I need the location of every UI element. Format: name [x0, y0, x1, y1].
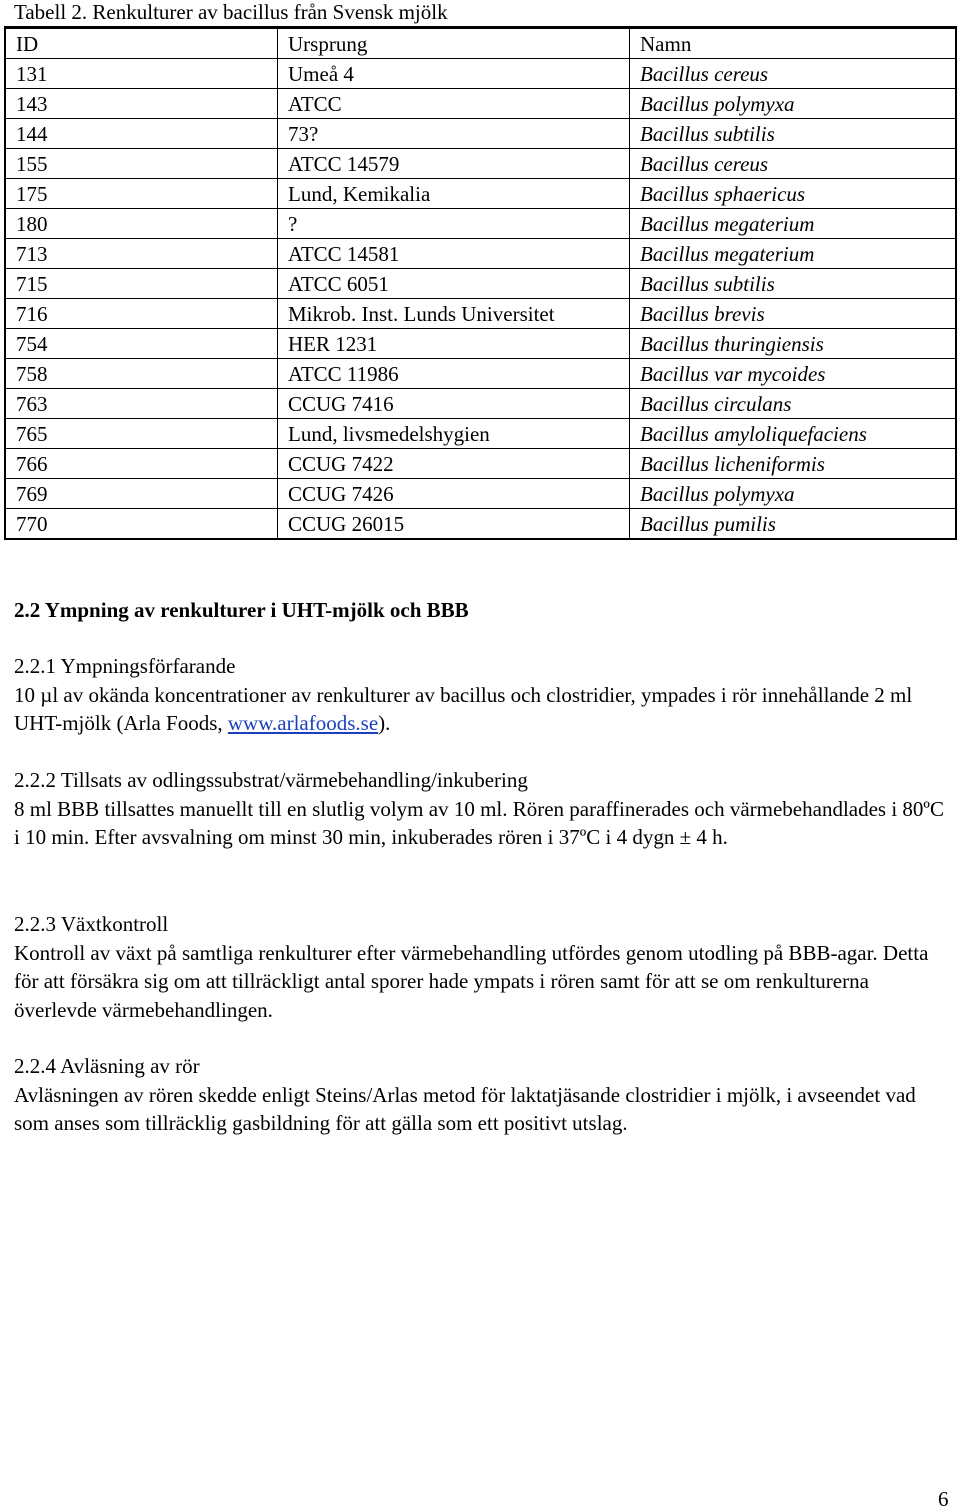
- subsection-body: [14, 681, 949, 738]
- cell-id: 769: [5, 479, 278, 509]
- header-namn: Namn: [630, 28, 957, 59]
- table-row: [5, 449, 956, 479]
- cell-ursprung: Umeå 4: [278, 59, 630, 89]
- cell-namn: Bacillus amyloliquefaciens: [630, 419, 957, 449]
- cell-ursprung: Lund, Kemikalia: [278, 179, 630, 209]
- subsection-body: 8 ml BBB tillsattes manuellt till en slutlig volym av 10 ml. Rören paraffinerades och värmebehandlades i 80ºC i 10 min. Efter avsvalning om minst 30 min, inkuberades rören i 37ºC i 4 dygn ± 4 h.: [14, 796, 944, 850]
- cell-namn: Bacillus polymyxa: [630, 89, 957, 119]
- body-text-end: ).: [378, 711, 391, 736]
- subsection-body: Avläsningen av rören skedde enligt Steins/Arlas metod för laktatjäsande clostridier i mjölk, i avseendet vad som anses som tillräcklig gasbildning för att gälla som ett positivt utslag.: [14, 1082, 916, 1136]
- cell-namn: Bacillus pumilis: [630, 509, 957, 540]
- cell-id: 144: [5, 119, 278, 149]
- bacillus-cultures-table: [4, 26, 957, 540]
- cell-namn: Bacillus megaterium: [630, 239, 957, 269]
- cell-namn: Bacillus circulans: [630, 389, 957, 419]
- subsection-title: 2.2.1 Ympningsförfarande: [14, 654, 236, 678]
- cell-ursprung: ATCC: [278, 89, 630, 119]
- table-row: [5, 179, 956, 209]
- cell-ursprung: ATCC 14579: [278, 149, 630, 179]
- subsection-title: 2.2.4 Avläsning av rör: [14, 1054, 200, 1078]
- table-header-row: [5, 28, 956, 59]
- cell-id: 770: [5, 509, 278, 540]
- subsection-title: 2.2.2 Tillsats av odlingssubstrat/värmebehandling/inkubering: [14, 768, 528, 792]
- arlafoods-link[interactable]: www.arlafoods.se: [227, 711, 379, 736]
- cell-namn: Bacillus megaterium: [630, 209, 957, 239]
- section-2-2-3: [14, 910, 949, 1025]
- table-row: [5, 59, 956, 89]
- cell-namn: Bacillus cereus: [630, 149, 957, 179]
- cell-namn: Bacillus sphaericus: [630, 179, 957, 209]
- table-row: [5, 239, 956, 269]
- table-row: [5, 149, 956, 179]
- table-row: [5, 119, 956, 149]
- cell-ursprung: 73?: [278, 119, 630, 149]
- cell-namn: Bacillus polymyxa: [630, 479, 957, 509]
- cell-namn: Bacillus subtilis: [630, 269, 957, 299]
- cell-ursprung: ATCC 6051: [278, 269, 630, 299]
- section-2-2-2: [14, 766, 949, 852]
- header-id: ID: [5, 28, 278, 59]
- cell-ursprung: CCUG 7422: [278, 449, 630, 479]
- section-2-2-4: [14, 1052, 949, 1138]
- cell-namn: Bacillus var mycoides: [630, 359, 957, 389]
- table-row: [5, 479, 956, 509]
- cell-id: 765: [5, 419, 278, 449]
- cell-namn: Bacillus licheniformis: [630, 449, 957, 479]
- cell-ursprung: Lund, livsmedelshygien: [278, 419, 630, 449]
- cell-id: 715: [5, 269, 278, 299]
- table-row: [5, 299, 956, 329]
- table-row: [5, 389, 956, 419]
- cell-id: 713: [5, 239, 278, 269]
- cell-ursprung: CCUG 26015: [278, 509, 630, 540]
- cell-id: 180: [5, 209, 278, 239]
- cell-ursprung: HER 1231: [278, 329, 630, 359]
- table-row: [5, 419, 956, 449]
- subsection-title: 2.2.3 Växtkontroll: [14, 912, 169, 936]
- table-row: [5, 329, 956, 359]
- cell-ursprung: CCUG 7426: [278, 479, 630, 509]
- cell-id: 716: [5, 299, 278, 329]
- cell-namn: Bacillus subtilis: [630, 119, 957, 149]
- cell-ursprung: Mikrob. Inst. Lunds Universitet: [278, 299, 630, 329]
- table-row: [5, 509, 956, 540]
- header-ursprung: Ursprung: [278, 28, 630, 59]
- table-row: [5, 89, 956, 119]
- cell-namn: Bacillus brevis: [630, 299, 957, 329]
- cell-id: 175: [5, 179, 278, 209]
- table-row: [5, 269, 956, 299]
- table-caption: Tabell 2. Renkulturer av bacillus från Svensk mjölk: [14, 0, 448, 24]
- cell-ursprung: ?: [278, 209, 630, 239]
- cell-ursprung: CCUG 7416: [278, 389, 630, 419]
- section-heading: 2.2 Ympning av renkulturer i UHT-mjölk och BBB: [14, 598, 469, 622]
- page-number: 6: [938, 1487, 949, 1511]
- cell-id: 758: [5, 359, 278, 389]
- table-row: [5, 209, 956, 239]
- cell-id: 763: [5, 389, 278, 419]
- body-text: 10 µl av okända koncentrationer av renkulturer av bacillus och clostridier, ympades i rör innehållande 2 ml UHT-mjölk (Arla Foods,: [14, 682, 913, 736]
- cell-namn: Bacillus thuringiensis: [630, 329, 957, 359]
- cell-id: 143: [5, 89, 278, 119]
- cell-ursprung: ATCC 14581: [278, 239, 630, 269]
- table-row: [5, 359, 956, 389]
- section-2-2-1: [14, 652, 949, 738]
- subsection-body: Kontroll av växt på samtliga renkulturer efter värmebehandling utfördes genom utodling på BBB-agar. Detta för att försäkra sig om att tillräckligt antal sporer hade ympats i rören samt för att se om renkulturerna överlevde värmebehandlingen.: [14, 940, 929, 1023]
- cell-id: 754: [5, 329, 278, 359]
- cell-namn: Bacillus cereus: [630, 59, 957, 89]
- cell-id: 766: [5, 449, 278, 479]
- cell-id: 131: [5, 59, 278, 89]
- cell-id: 155: [5, 149, 278, 179]
- cell-ursprung: ATCC 11986: [278, 359, 630, 389]
